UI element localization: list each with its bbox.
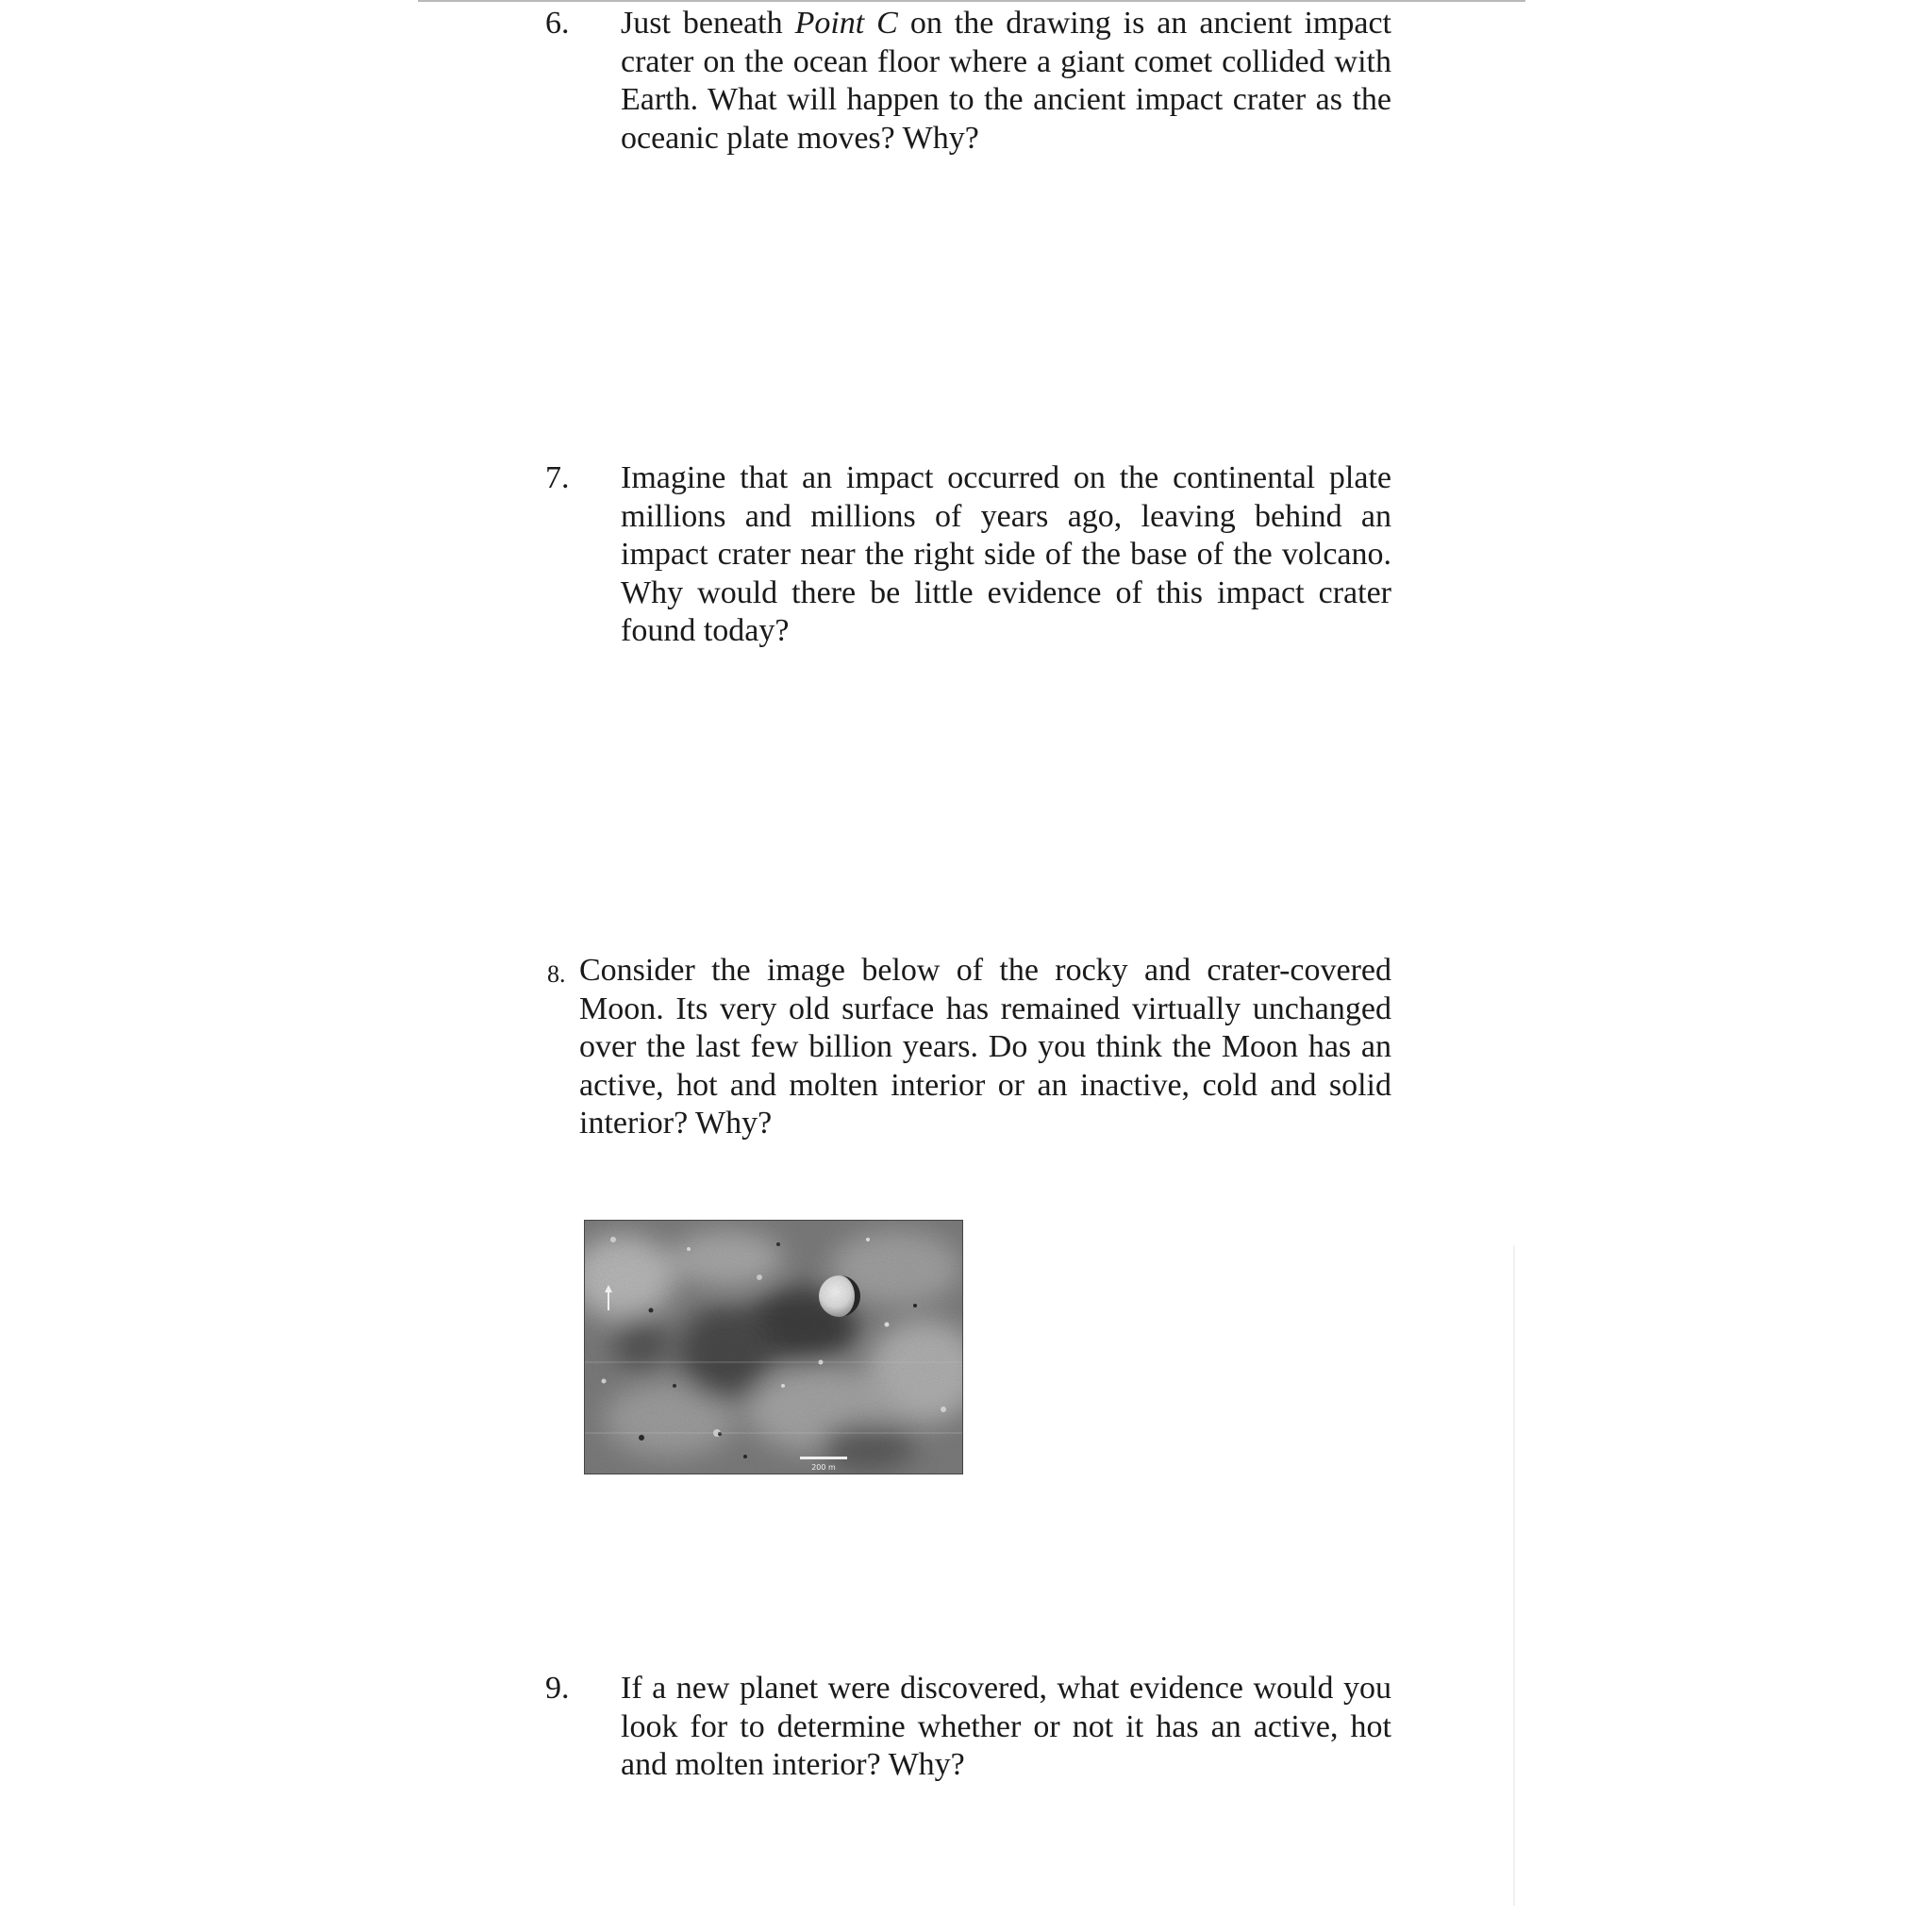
question-text: Imagine that an impact occurred on the continental plate millions and millions of years ago, leaving behind an impact crater near the right side of the base of the volcano. Why would there be little evidence of this impact crater found today? — [621, 460, 1391, 648]
question-text — [547, 5, 1391, 158]
question-number: 6. — [545, 6, 570, 41]
question-8 — [547, 952, 1391, 1143]
moon-surface-image — [584, 1220, 963, 1474]
top-divider — [418, 0, 1525, 2]
question-number: 9. — [545, 1671, 570, 1706]
question-text-part: on the drawing is an ancient impact crater on the ocean floor where a giant comet collided with Earth. What will happen to the ancient impact crater as the oceanic plate moves? Why? — [621, 6, 1392, 156]
page-edge-shadow — [1513, 1245, 1515, 1906]
question-6 — [547, 5, 1391, 158]
point-c-label: Point C — [794, 6, 898, 41]
question-number: 8. — [547, 960, 566, 988]
question-text-part: Just beneath — [621, 6, 795, 41]
question-text: Consider the image below of the rocky and crater-covered Moon. Its very old surface has remained virtually unchanged over the last few billion years. Do you think the Moon has an active, hot and molten interior or an inactive, cold and solid interior? Why? — [579, 953, 1391, 1141]
question-9 — [547, 1670, 1391, 1785]
question-text: If a new planet were discovered, what evidence would you look for to determine whether or not it has an active, hot and molten interior? Why? — [621, 1671, 1391, 1782]
question-number: 7. — [545, 460, 570, 495]
scale-bar-label: 200 m — [811, 1463, 836, 1472]
question-7 — [547, 459, 1391, 651]
